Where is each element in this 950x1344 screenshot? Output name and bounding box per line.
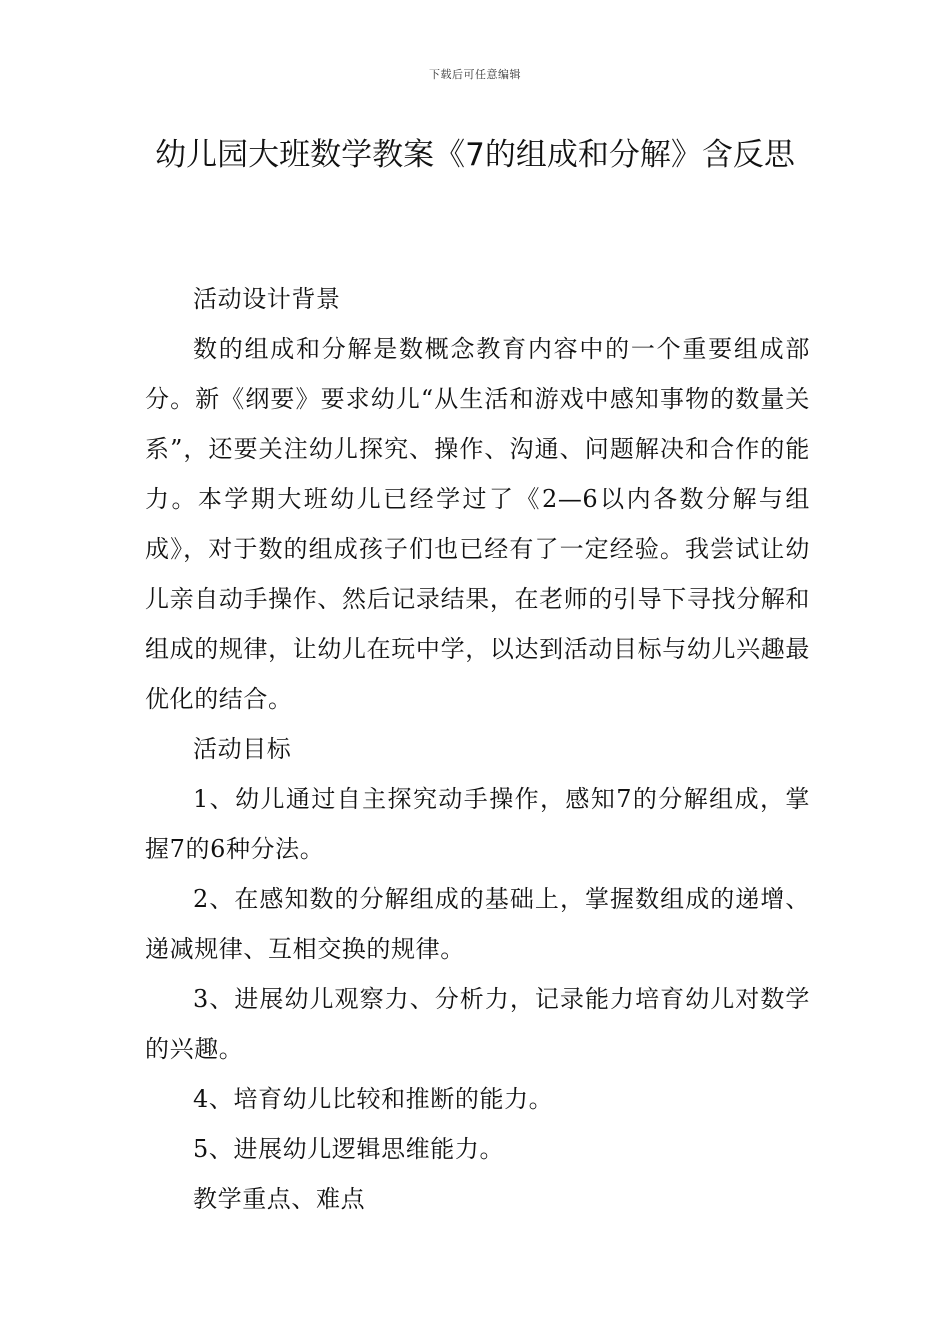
paragraph-background: 数的组成和分解是数概念教育内容中的一个重要组成部分。新《纲要》要求幼儿“从生活和游戏中感知事物的数量关系”，还要关注幼儿探究、操作、沟通、问题解决和合作的能力。本学期大班幼儿已经学过了《2—6以内各数分解与组成》，对于数的组成孩子们也已经有了一定经验。我尝试让幼儿亲自动手操作、然后记录结果，在老师的引导下寻找分解和组成的规律，让幼儿在玩中学，以达到活动目标与幼儿兴趣最优化的结合。 <box>145 335 810 713</box>
goal-item-2: 2、在感知数的分解组成的基础上，掌握数组成的递增、递减规律、互相交换的规律。 <box>145 885 810 963</box>
section-heading-background: 活动设计背景 <box>193 285 341 313</box>
goal-item-3: 3、进展幼儿观察力、分析力，记录能力培育幼儿对数学的兴趣。 <box>145 985 810 1063</box>
section-heading-key-points: 教学重点、难点 <box>193 1185 366 1213</box>
goal-item-4: 4、培育幼儿比较和推断的能力。 <box>193 1085 554 1113</box>
goal-item-1: 1、幼儿通过自主探究动手操作，感知7的分解组成，掌握7的6种分法。 <box>145 785 810 863</box>
document-title: 幼儿园大班数学教案《7的组成和分解》含反思 <box>155 137 795 173</box>
goal-item-5: 5、进展幼儿逻辑思维能力。 <box>193 1135 505 1163</box>
document-body <box>145 274 810 1224</box>
section-heading-goals: 活动目标 <box>193 735 292 763</box>
header-note: 下载后可任意编辑 <box>429 68 521 81</box>
